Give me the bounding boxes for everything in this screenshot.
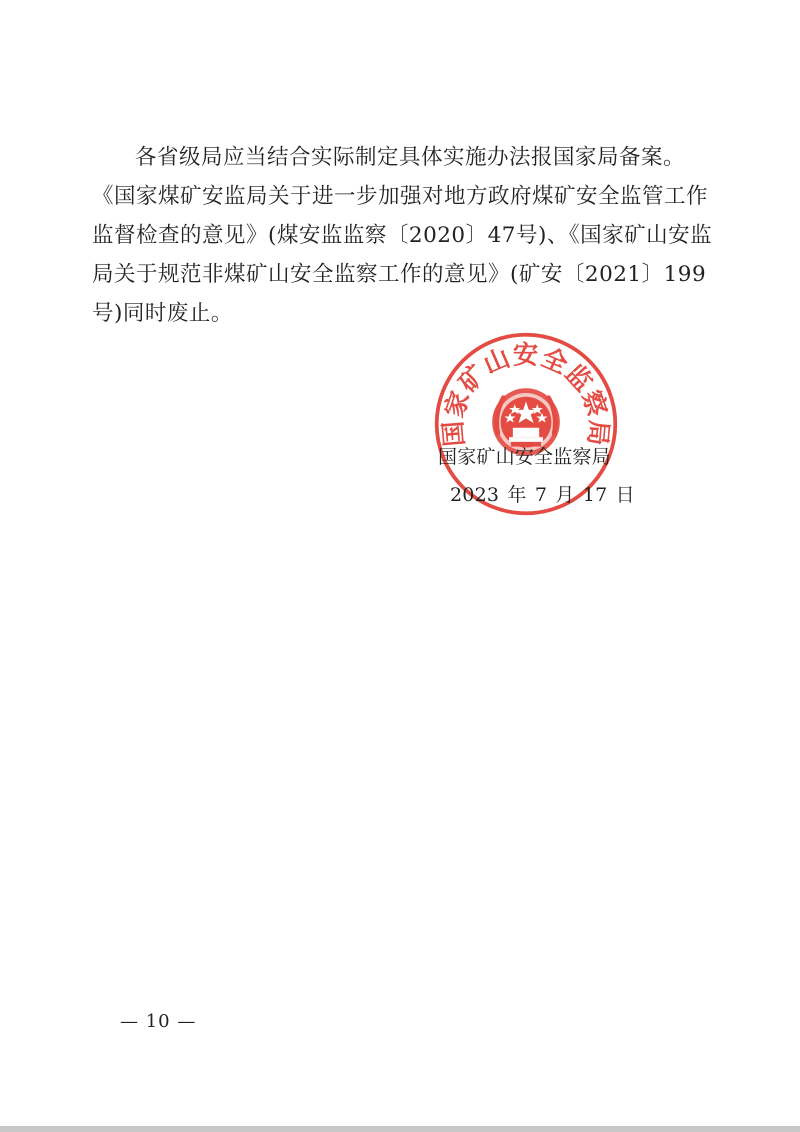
gate-icon (513, 428, 539, 437)
page-number: — 10 — (120, 1011, 197, 1032)
issuing-organization: 国家矿山安全监察局 (438, 446, 611, 468)
paragraph-repeal: 《国家煤矿安监局关于进一步加强对地方政府煤矿安全监管工作监督检查的意见》(煤安监监察〔2020〕47号)、《国家矿山安监局关于规范非煤矿山安全监察工作的意见》(矿安〔2021〕199号)同时废止。 (92, 184, 713, 326)
scan-edge (0, 1126, 800, 1132)
signature-block (438, 438, 635, 514)
document-body (92, 138, 716, 333)
paragraph-implementation: 各省级局应当结合实际制定具体实施办法报国家局备案。 (135, 145, 686, 170)
issue-date: 2023 年 7 月 17 日 (450, 484, 635, 506)
seal-ring-text-path: 国家矿山安全监察局 (437, 339, 615, 448)
